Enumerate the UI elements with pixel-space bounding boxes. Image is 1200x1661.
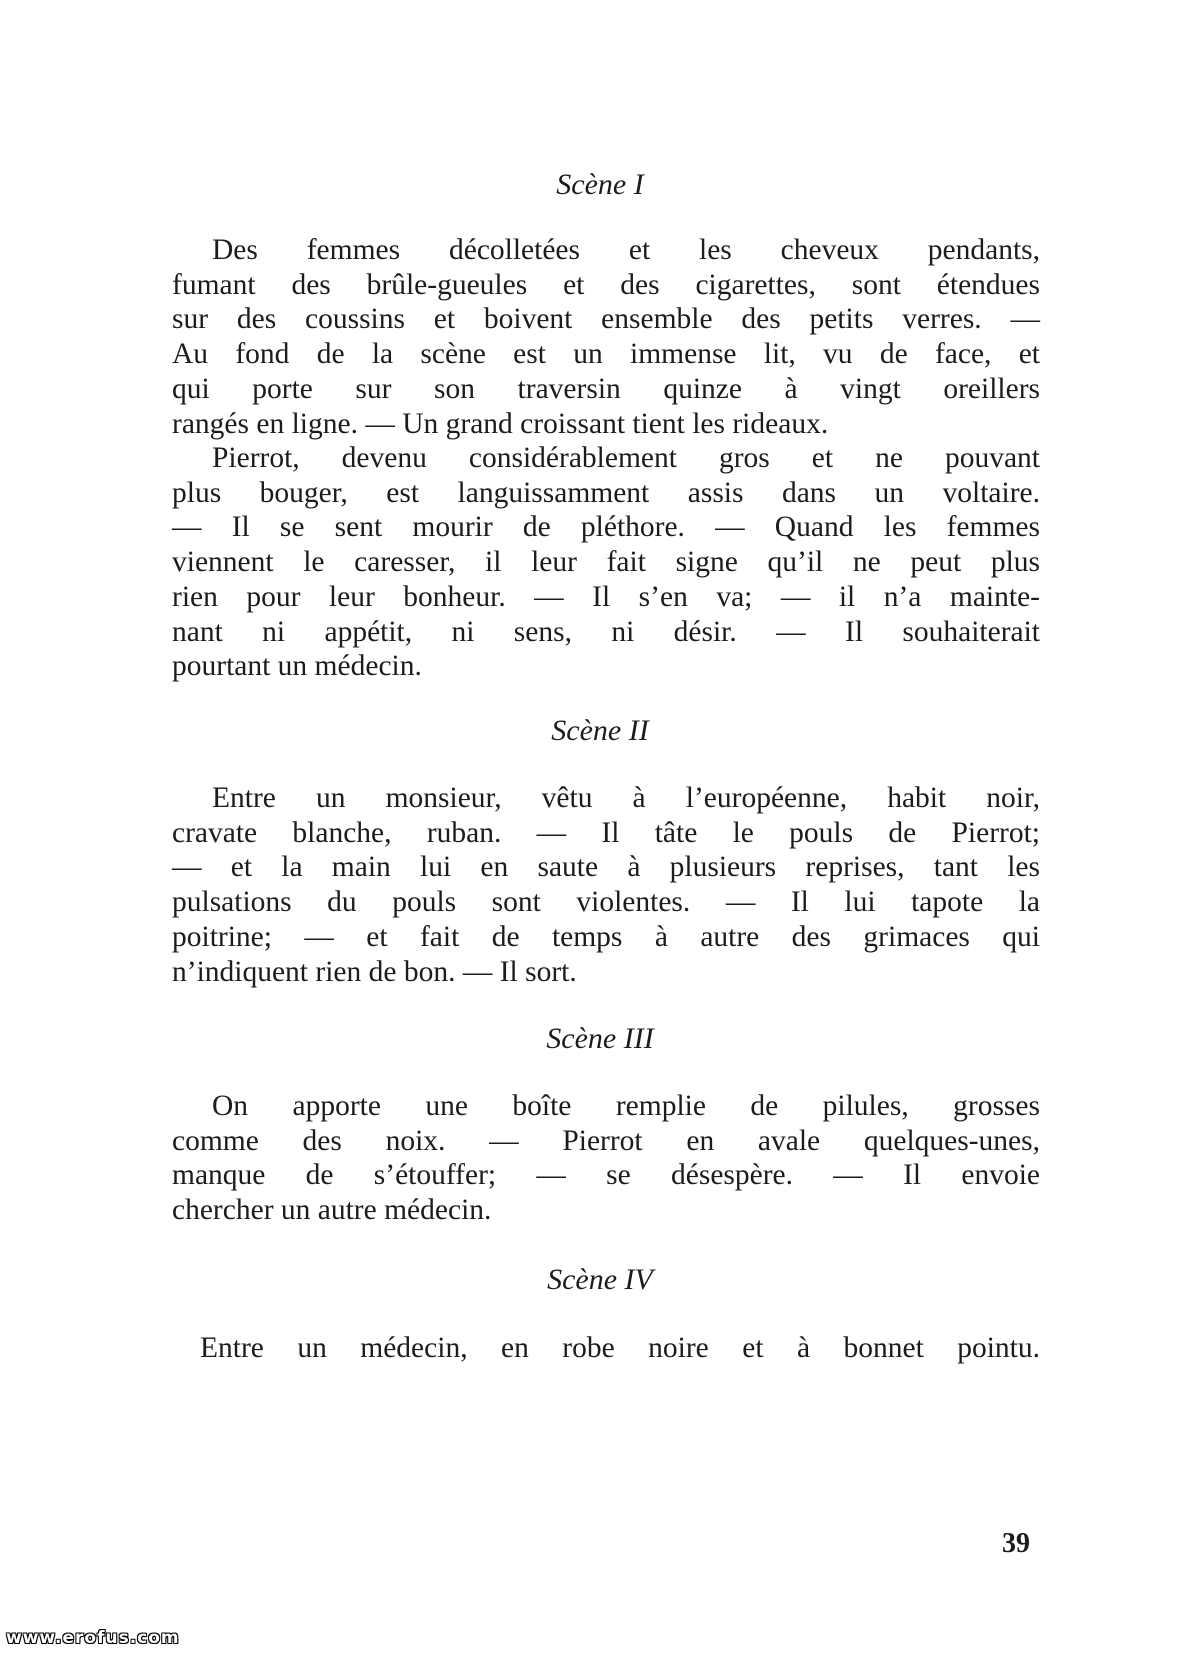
text-line: chercher un autre médecin. bbox=[172, 1194, 492, 1227]
text-line: plus bouger, est languissamment assis dans un voltaire. bbox=[172, 476, 1040, 509]
text-line: cravate blanche, ruban. — Il tâte le pouls de Pierrot; bbox=[172, 816, 1040, 849]
text-line: Des femmes décolletées et les cheveux pendants, bbox=[212, 234, 1040, 266]
scene-3-paragraph bbox=[172, 1089, 1040, 1228]
text-line: qui porte sur son traversin quinze à vingt oreillers bbox=[172, 372, 1040, 405]
text-line: On apporte une boîte remplie de pilules, grosses bbox=[212, 1090, 1040, 1122]
scene-4-title: Scène IV bbox=[547, 1263, 653, 1296]
scene-2-title: Scène II bbox=[551, 714, 649, 747]
scene-4-paragraph: Entre un médecin, en robe noire et à bonnet pointu. bbox=[200, 1332, 1040, 1364]
text-line: Entre un monsieur, vêtu à l’européenne, habit noir, bbox=[212, 782, 1040, 814]
scene-1-paragraph-2 bbox=[172, 441, 1040, 684]
scene-1-paragraph-1 bbox=[172, 233, 1040, 441]
text-line: comme des noix. — Pierrot en avale quelques-unes, bbox=[172, 1124, 1040, 1157]
text-line: sur des coussins et boivent ensemble des petits verres. — bbox=[172, 303, 1040, 336]
text-line: nant ni appétit, ni sens, ni désir. — Il souhaiterait bbox=[172, 615, 1040, 648]
text-line: viennent le caresser, il leur fait signe qu’il ne peut plus bbox=[172, 546, 1040, 579]
text-line: fumant des brûle-gueules et des cigarettes, sont étendues bbox=[172, 268, 1040, 301]
text-line: n’indiquent rien de bon. — Il sort. bbox=[172, 955, 577, 988]
text-line: — Il se sent mourir de pléthore. — Quand les femmes bbox=[172, 511, 1040, 544]
text-line: pulsations du pouls sont violentes. — Il lui tapote la bbox=[172, 886, 1040, 919]
watermark: www.erofus.com bbox=[6, 1628, 180, 1648]
page-number: 39 bbox=[1002, 1528, 1030, 1559]
scene-2-paragraph bbox=[172, 781, 1040, 989]
text-line: pourtant un médecin. bbox=[172, 650, 422, 683]
text-line: Pierrot, devenu considérablement gros et ne pouvant bbox=[212, 442, 1040, 474]
text-line: rien pour leur bonheur. — Il s’en va; — il n’a mainte- bbox=[172, 580, 1040, 613]
scene-3-title: Scène III bbox=[546, 1022, 654, 1055]
scene-1-title: Scène I bbox=[556, 168, 644, 201]
text-line: rangés en ligne. — Un grand croissant tient les rideaux. bbox=[172, 407, 829, 440]
text-line: poitrine; — et fait de temps à autre des grimaces qui bbox=[172, 920, 1040, 953]
text-line: Au fond de la scène est un immense lit, vu de face, et bbox=[172, 338, 1040, 371]
text-line: — et la main lui en saute à plusieurs reprises, tant les bbox=[172, 851, 1040, 884]
text-line: manque de s’étouffer; — se désespère. — Il envoie bbox=[172, 1159, 1040, 1192]
